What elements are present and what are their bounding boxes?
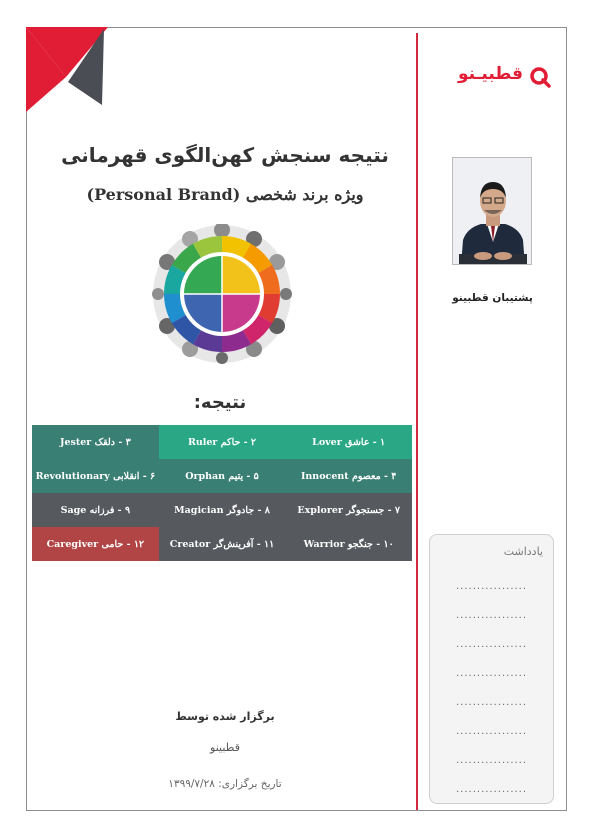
table-row bbox=[32, 459, 412, 493]
organizer-heading: برگزار شده توسط bbox=[175, 710, 275, 723]
notes-line: ................. bbox=[456, 581, 528, 592]
table-cell: ۹ - فرزانه Sage bbox=[32, 493, 159, 527]
table-cell: ۴ - معصوم Innocent bbox=[285, 459, 412, 493]
notes-line: ................. bbox=[456, 784, 528, 795]
sidebar-divider bbox=[416, 33, 418, 810]
notes-line: ................. bbox=[456, 726, 528, 737]
organizer-name: قطبینو bbox=[210, 741, 240, 754]
table-row bbox=[32, 527, 412, 561]
table-cell: ۵ - یتیم Orphan bbox=[159, 459, 286, 493]
table-row bbox=[32, 493, 412, 527]
page-title: نتیجه سنجش کهن‌الگوی قهرمانی bbox=[61, 143, 389, 167]
sponsor-label: پشتیبان قطبینو bbox=[452, 292, 533, 304]
notes-title: یادداشت bbox=[503, 545, 543, 558]
notes-box[interactable] bbox=[429, 534, 554, 804]
page-subtitle: ویژه برند شخصی (Personal Brand) bbox=[86, 185, 364, 204]
table-cell: ۳ - دلقک Jester bbox=[32, 425, 159, 459]
brand-q-icon bbox=[529, 66, 551, 88]
notes-line: ................. bbox=[456, 697, 528, 708]
sponsor-photo bbox=[452, 157, 532, 265]
archetype-results-table bbox=[32, 425, 412, 561]
notes-line: ................. bbox=[456, 668, 528, 679]
result-heading: نتیجه: bbox=[193, 392, 247, 413]
brand-name: قطبیـنو bbox=[458, 64, 523, 84]
table-row bbox=[32, 425, 412, 459]
notes-line: ................. bbox=[456, 639, 528, 650]
table-cell: ۱ - عاشق Lover bbox=[285, 425, 412, 459]
table-cell: ۱۲ - حامی Caregiver bbox=[32, 527, 159, 561]
table-cell: ۱۱ - آفرینش‌گر Creator bbox=[159, 527, 286, 561]
notes-line: ................. bbox=[456, 610, 528, 621]
brand-logo bbox=[441, 64, 551, 88]
notes-line: ................. bbox=[456, 755, 528, 766]
corner-logo-decoration bbox=[26, 27, 116, 112]
table-cell: ۲ - حاکم Ruler bbox=[159, 425, 286, 459]
table-cell: ۷ - جستجوگر Explorer bbox=[285, 493, 412, 527]
person-portrait-icon bbox=[453, 158, 532, 265]
event-date: تاریخ برگزاری: ۱۳۹۹/۷/۲۸ bbox=[168, 778, 282, 790]
table-cell: ۶ - انقلابی Revolutionary bbox=[32, 459, 159, 493]
archetype-wheel-image bbox=[152, 224, 292, 364]
table-cell: ۱۰ - جنگجو Warrior bbox=[285, 527, 412, 561]
table-cell: ۸ - جادوگر Magician bbox=[159, 493, 286, 527]
